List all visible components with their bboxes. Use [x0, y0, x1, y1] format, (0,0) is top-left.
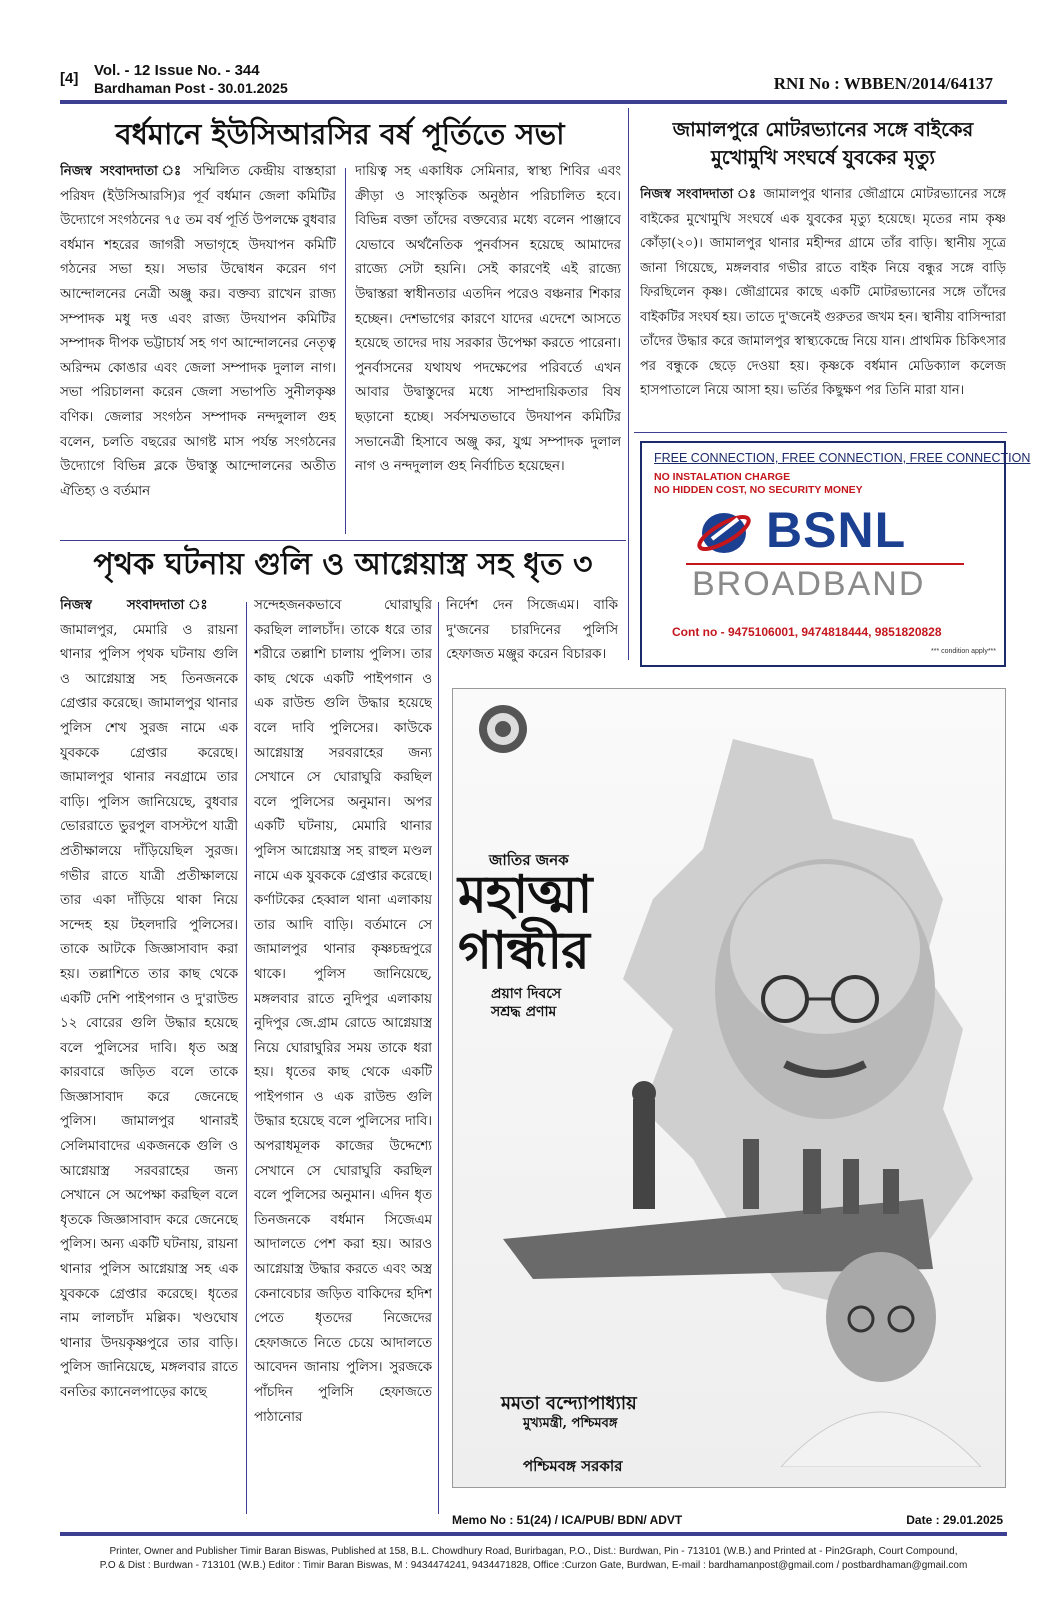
ad-tagline: জাতির জনক [489, 851, 569, 869]
edition-date: Bardhaman Post - 30.01.2025 [94, 80, 288, 96]
story3-column-2 [254, 594, 432, 1510]
bsnl-logo-icon [694, 505, 754, 557]
column-divider-story3-a [246, 602, 247, 1514]
govt-emblem-icon [475, 701, 531, 757]
story2-headline: জামালপুরে মোটরভ্যানের সঙ্গে বাইকের মুখোমুখি সংঘর্ষে যুবকের মৃত্যু [672, 118, 974, 169]
ad-subtitle-line-1: প্রয়াণ দিবসে [491, 986, 562, 1002]
story1-text-2: দায়িত্ব সহ একাধিক সেমিনার, স্বাস্থ্য শিবির এবং ক্রীড়া ও সাংস্কৃতিক অনুষ্ঠান পরিচালিত হবে। বিভিন্ন বক্তা তাঁদের বক্তব্যের মধ্যে বলেন পাঞ্জাবে যেভাবে অর্থনৈতিক পুনর্বাসন হয়েছে আমাদের রাজ্যে সেটা হয়নি। সেই কারণেই এই রাজ্যে উদ্বাস্তরা স্বাধীনতার এতদিন পরেও বঞ্চনার শিকার হচ্ছেন। দেশভাগের কারণে যাদের এদেশে আসতে হয়েছে তাদের দায় সরকার উপেক্ষা করতে পারেনা। পুনর্বাসনের যথাযথ পদক্ষেপের পরিবর্তে এখন আবার উদ্বাস্তুদের মধ্যে সাম্প্রদায়িকতার বিষ ছড়ানো হচ্ছে। সর্বসম্মতভাবে উদযাপন কমিটির সভানেত্রী হিসাবে অঞ্জু কর, যুগ্ম সম্পাদক দুলাল নাগ ও নন্দদুলাল গুহ নির্বাচিত হয়েছেন। [355, 164, 621, 475]
bsnl-offer-line: FREE CONNECTION, FREE CONNECTION, FREE CONNECTION [654, 451, 1031, 465]
imprint-line-1: Printer, Owner and Publisher Timir Baran Biswas, Published at 158, B.L. Chowdhury Road, Burirbagan, P.O., Dist.: Burdwan, Pin - 713101 (W.B.) and Printed at - Pin2Graph, Court Compound, [109, 1546, 958, 1557]
imprint-line-2: P.O & Dist : Burdwan - 713101 (W.B.) Editor : Timir Baran Biswas, M : 9434474241, 9434471828, Office :Curzon Gate, Burdwan, E-mail : bardhamanpost@gmail.com / postbardhaman@gmail.com [99, 1560, 968, 1571]
story3-text-2: সন্দেহজনকভাবে ঘোরাঘুরি করছিল লালচাঁদ। তাকে ধরে তার শরীরে তল্লাশি চালায় পুলিস। তার কাছ থেকে একটি পাইপগান ও এক রাউন্ড গুলি উদ্ধার হয়েছে বলে দাবি পুলিসের। কাউকে আগ্নেয়াস্ত্র সরবরাহের জন্য সেখানে সে ঘোরাঘুরি করছিল বলে পুলিসের অনুমান। অপর একটি ঘটনায়, মেমারি থানার পুলিস আগ্নেয়াস্ত্র সহ রাহুল মণ্ডল নামে এক যুবককে গ্রেপ্তার করেছে। কর্ণাটকের হেব্বাল থানা এলাকায় তার আদি বাড়ি। বর্তমানে সে জামালপুর থানার কৃষ্ণচন্দ্রপুরে থাকে। পুলিস জানিয়েছে, মঙ্গলবার রাতে নুদিপুর এলাকায় নুদিপুর জে.গ্রাম রোডে আগ্নেয়াস্ত্র নিয়ে ঘোরাঘুরির সময় তাকে ধরা হয়। ধৃতের কাছ থেকে একটি পাইপগান ও এক রাউন্ড গুলি উদ্ধার হয়েছে বলে পুলিসের দাবি। অপরাধমূলক কাজের উদ্দেশ্যে সেখানে সে ঘোরাঘুরি করছিল বলে পুলিসের অনুমান। এদিন ধৃত তিনজনকে বর্ধমান সিজেএম আদালতে পেশ করা হয়। আরও আগ্নেয়াস্ত্র উদ্ধার করতে এবং অস্ত্র কেনাবেচার জড়িত বাকিদের হদিশ পেতে ধৃতদের নিজেদের হেফাজতে নিতে চেয়ে আদালতে আবেদন জানায় পুলিস। সুরজকে পাঁচদিন পুলিসি হেফাজতে পাঠানোর [254, 598, 432, 1425]
bsnl-advertisement [640, 441, 1031, 667]
gandhi-memorial-advertisement [452, 688, 1006, 1488]
cm-designation: মুখ্যমন্ত্রী, পশ্চিমবঙ্গ [523, 1416, 618, 1431]
bsnl-brand: BSNL [766, 502, 907, 558]
govt-name: পশ্চিমবঙ্গ সরকার [523, 1457, 623, 1475]
memo-number: Memo No : 51(24) / ICA/PUB/ BDN/ ADVT [452, 1513, 683, 1527]
story3-text-1: জামালপুর, মেমারি ও রায়না থানার পুলিস পৃথক ঘটনায় গুলি ও আগ্নেয়াস্ত্র সহ তিনজনকে গ্রেপ্তার করেছে। জামালপুর থানার পুলিস শেখ সুরজ নামে এক যুবককে গ্রেপ্তার করেছে। জামালপুর থানার নবগ্রামে তার বাড়ি। পুলিস জানিয়েছে, বুধবার ভোররাতে ভুরপুল বাসস্টপে যাত্রী প্রতীক্ষালয়ে দাঁড়িয়েছিল সুরজ। গভীর রাতে যাত্রী প্রতীক্ষালয়ে তার একা দাঁড়িয়ে থাকা নিয়ে সন্দেহ হয় টহলদারি পুলিসের। তাকে আটকে জিজ্ঞাসাবাদ করা হয়। তল্লাশিতে তার কাছ থেকে একটি দেশি পাইপগান ও দু'রাউন্ড ১২ বোরের গুলি উদ্ধার হয়েছে বলে পুলিসের দাবি। ধৃত অস্ত্র কারবারে জড়িত বলে তাকে জিজ্ঞাসাবাদ করে জেনেছে পুলিস। জামালপুর থানারই সেলিমাবাদের একজনকে গুলি ও আগ্নেয়াস্ত্র সরবরাহের জন্য সেখানে সে অপেক্ষা করছিল বলে ধৃতকে জিজ্ঞাসাবাদ করে জেনেছে পুলিস। অন্য একটি ঘটনায়, রায়না থানার পুলিস আগ্নেয়াস্ত্র সহ এক যুবককে গ্রেপ্তার করেছে। ধৃতের নাম লালচাঁদ মল্লিক। খণ্ডঘোষ থানার উদয়কৃষ্ণপুরে তার বাড়ি। পুলিস জানিয়েছে, মঙ্গলবার রাতে বনতির ক্যানেলপাড়ের কাছে [60, 622, 238, 1400]
bsnl-broadband: BROADBAND [692, 565, 926, 603]
ad-title [458, 864, 592, 981]
ad-subtitle-line-2: সশ্রদ্ধ প্রণাম [491, 1004, 557, 1020]
ad-title-line-1: মহাত্মা [458, 864, 592, 925]
story1-headline: বর্ধমানে ইউসিআরসির বর্ষ পূর্তিতে সভা [115, 117, 565, 151]
cm-name: মমতা বন্দ্যোপাধ্যায় [501, 1393, 637, 1414]
story3-column-3 [446, 594, 618, 674]
story3-headline: পৃথক ঘটনায় গুলি ও আগ্নেয়াস্ত্র সহ ধৃত ৩ [93, 547, 593, 582]
rni-number: RNI No : WBBEN/2014/64137 [773, 74, 993, 93]
story2-bottom-rule [634, 432, 1007, 433]
story1-column-1 [60, 160, 336, 536]
ad-subtitle [491, 985, 561, 1021]
page-number: [4] [60, 70, 79, 87]
story3-text-3: নির্দেশ দেন সিজেএম। বাকি দু'জনের চারদিনের পুলিসি হেফাজত মঞ্জুর করেন বিচারক। [446, 598, 618, 663]
ad-title-line-2: গান্ধীর [458, 920, 589, 981]
story1-column-2 [355, 160, 621, 536]
imprint-footer [60, 1545, 1007, 1573]
story1-byline: নিজস্ব সংবাদদাতা ঃ [60, 164, 186, 179]
story3-column-1 [60, 594, 238, 1510]
volume-issue: Vol. - 12 Issue No. - 344 [94, 62, 260, 79]
bsnl-condition: *** condition apply*** [931, 648, 996, 655]
bsnl-contact: Cont no - 9475106001, 9474818444, 9851820828 [672, 625, 942, 639]
chief-minister-photo-icon [771, 1237, 991, 1467]
story2-body [640, 183, 1006, 428]
column-divider-story1 [345, 168, 346, 534]
top-rule [60, 100, 1007, 104]
bottom-rule [60, 1532, 1007, 1536]
column-divider-story3-b [438, 602, 439, 1514]
story1-text-1: সম্মিলিত কেন্দ্রীয় বাস্তহারা পরিষদ (ইউসিআরসি)র পূর্ব বর্ধমান জেলা কমিটির উদ্যোগে সংগঠনের ৭৫ তম বর্ষ পূর্তি উপলক্ষে বুধবার বর্ধমান শহরের জাগরী সভাগৃহে উদযাপন কমিটি গঠনের সভা হয়। সভার উদ্বোধন করেন গণ আন্দোলনের নেত্রী অঞ্জু কর। বক্তব্য রাখেন রাজ্য সম্পাদক মধু দত্ত এবং রাজ্য উদযাপন কমিটির সম্পাদক দীপক ভট্টাচার্য সহ গণ আন্দোলনের নেতৃত্ব অরিন্দম কোঙার এবং জেলা সম্পাদক দুলাল নাগ। সভা পরিচালনা করেন জেলা সভাপতি সুনীলকৃষ্ণ বণিক। জেলার সংগঠন সম্পাদক নন্দদুলাল গুহ বলেন, চলতি বছরের আগষ্ট মাস পর্যন্ত সংগঠনের উদ্যোগে বিভিন্ন ব্লকে উদ্বাস্তু আন্দোলনের অতীত ঐতিহ্য ও বর্তমান [60, 164, 336, 499]
bsnl-no-installation: NO INSTALATION CHARGE [654, 471, 791, 483]
bsnl-no-hidden-cost: NO HIDDEN COST, NO SECURITY MONEY [654, 484, 863, 496]
memo-date: Date : 29.01.2025 [906, 1513, 1003, 1527]
story1-bottom-rule [60, 540, 626, 541]
column-divider-right [628, 108, 629, 660]
story2-byline: নিজস্ব সংবাদদাতা ঃ [640, 187, 758, 202]
story3-byline: নিজস্ব সংবাদদাতা ঃ [60, 598, 238, 613]
story2-text: জামালপুর থানার জৌগ্রামে মোটরভ্যানের সঙ্গে বাইকের মুখোমুখি সংঘর্ষে এক যুবকের মৃত্যু হয়েছে। মৃতের নাম কৃষ্ণ কোঁড়া(২০)। জামালপুর থানার মহীন্দর গ্রামে তাঁর বাড়ি। স্থানীয় সূত্রে জানা গিয়েছে, মঙ্গলবার গভীর রাতে বাইক নিয়ে বন্ধুর সঙ্গে বাড়ি ফিরছিলেন কৃষ্ণ। জৌগ্রামের কাছে একটি মোটরভ্যানের সঙ্গে তাঁদের বাইকটির সংঘর্ষ হয়। তাতে দু'জনেই গুরুতর জখম হন। স্থানীয় বাসিন্দারা তাঁদের উদ্ধার করে জামালপুর স্বাস্থ্যকেন্দ্রে নিয়ে যান। প্রাথমিক চিকিৎসার পর বন্ধুকে ছেড়ে দেওয়া হয়। কৃষ্ণকে বর্ধমান মেডিক্যাল কলেজ হাসপাতালে নিয়ে আসা হয়। ভর্তির কিছুক্ষণ পর তিনি মারা যান। [640, 187, 1006, 398]
